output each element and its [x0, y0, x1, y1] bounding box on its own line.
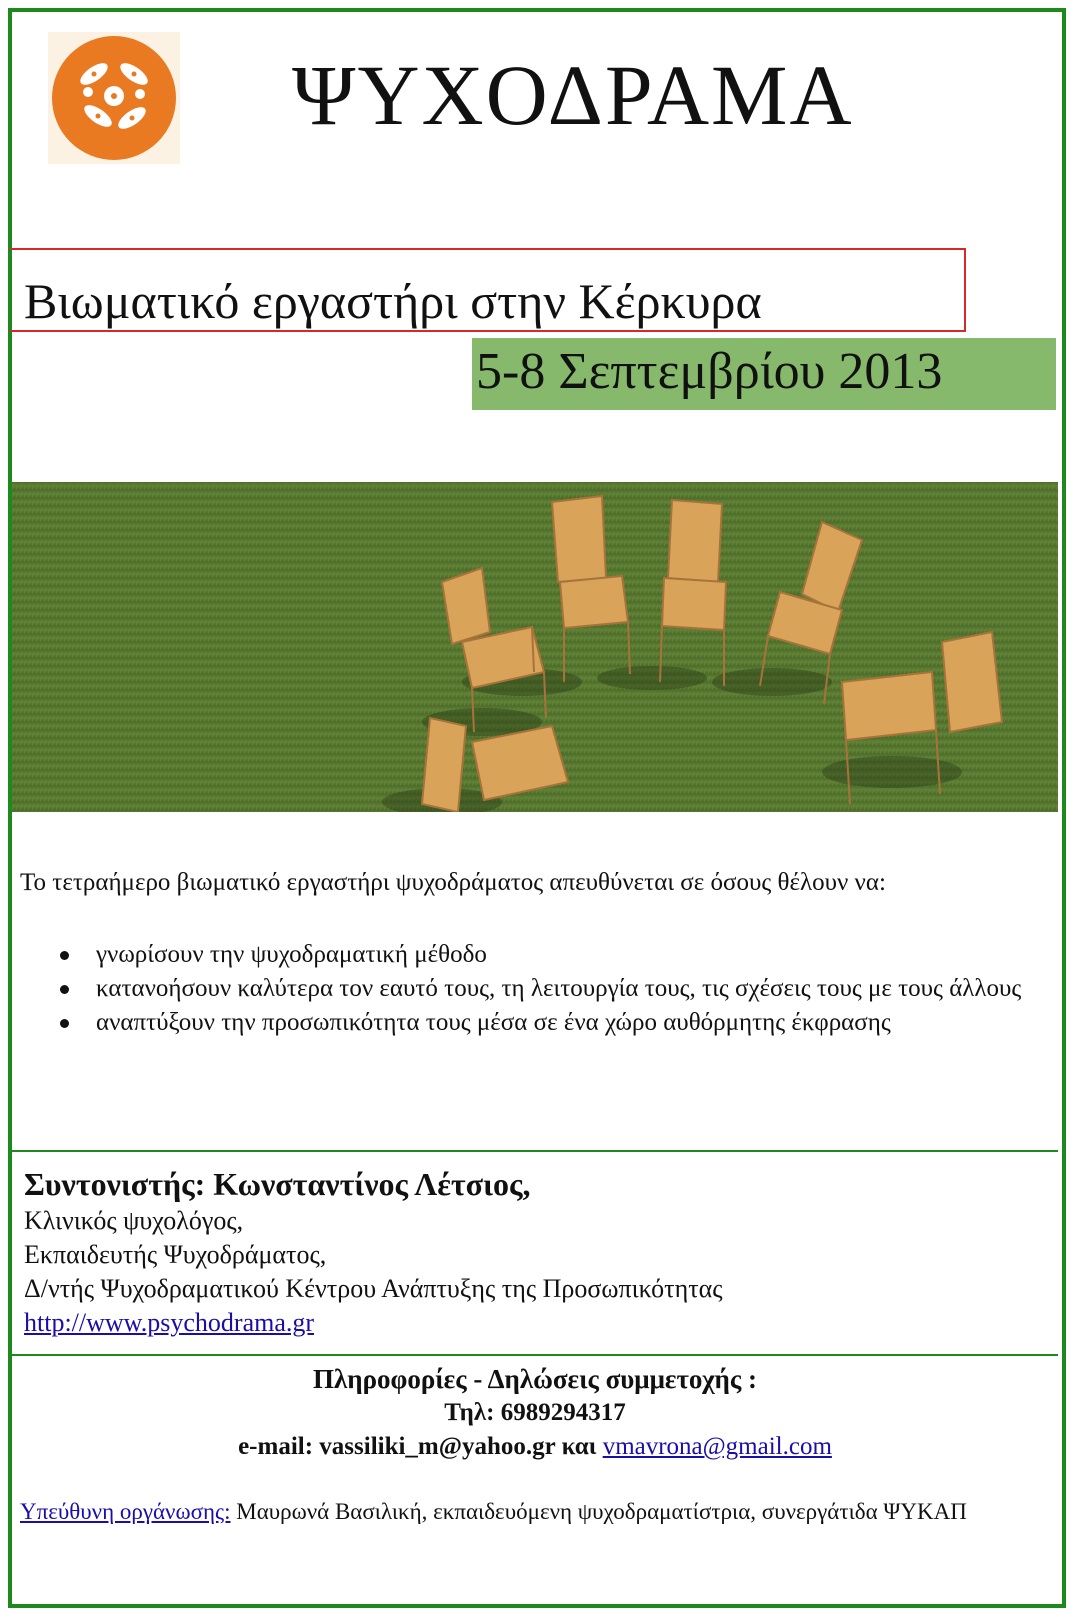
event-subtitle: Βιωματικό εργαστήρι στην Κέρκυρα	[24, 273, 762, 329]
website-link[interactable]: http://www.psychodrama.gr	[24, 1308, 315, 1337]
main-title: ΨΥΧΟΔΡΑΜΑ	[292, 47, 854, 143]
section-divider	[12, 1150, 1058, 1152]
intro-paragraph: Το τετραήμερο βιωματικό εργαστήρι ψυχοδράματος απευθύνεται σε όσους θέλουν να:	[20, 869, 886, 896]
list-item: αναπτύξουν την προσωπικότητα τους μέσα σε ένα χώρο αυθόρμητης έκφρασης	[56, 1006, 1036, 1040]
contact-section	[12, 1362, 1058, 1464]
dancing-figures-logo-icon	[48, 32, 180, 164]
phone-number: Τηλ: 6989294317	[444, 1399, 626, 1426]
list-item: κατανοήσουν καλύτερα τον εαυτό τους, τη λειτουργία τους, τις σχέσεις τους με τους άλλους	[56, 972, 1036, 1006]
organizer-label[interactable]: Υπεύθυνη οργάνωσης:	[20, 1499, 231, 1524]
coordinator-name: Συντονιστής: Κωνσταντίνος Λέτσιος,	[24, 1166, 531, 1202]
organizer-note	[20, 1496, 1040, 1528]
section-divider	[12, 1354, 1058, 1356]
organizer-text: Μαυρωνά Βασιλική, εκπαιδευόμενη ψυχοδραματίστρια, συνεργάτιδα ΨΥΚΑΠ	[230, 1499, 967, 1524]
event-date: 5-8 Σεπτεμβρίου 2013	[476, 343, 943, 400]
email-link[interactable]: vmavrona@gmail.com	[602, 1433, 832, 1460]
coordinator-section	[24, 1164, 1034, 1340]
coordinator-role: Δ/ντής Ψυχοδραματικού Κέντρου Ανάπτυξης της Προσωπικότητας	[24, 1274, 723, 1303]
coordinator-role: Εκπαιδευτής Ψυχοδράματος,	[24, 1240, 327, 1269]
contact-heading: Πληροφορίες - Δηλώσεις συμμετοχής :	[312, 1364, 758, 1394]
list-item: γνωρίσουν την ψυχοδραματική μέθοδο	[56, 938, 1036, 972]
benefits-list	[56, 938, 1036, 1040]
chairs-on-grass-photo	[12, 482, 1058, 812]
coordinator-role: Κλινικός ψυχολόγος,	[24, 1206, 244, 1235]
email-label: e-mail: vassiliki_m@yahoo.gr και	[238, 1433, 597, 1460]
